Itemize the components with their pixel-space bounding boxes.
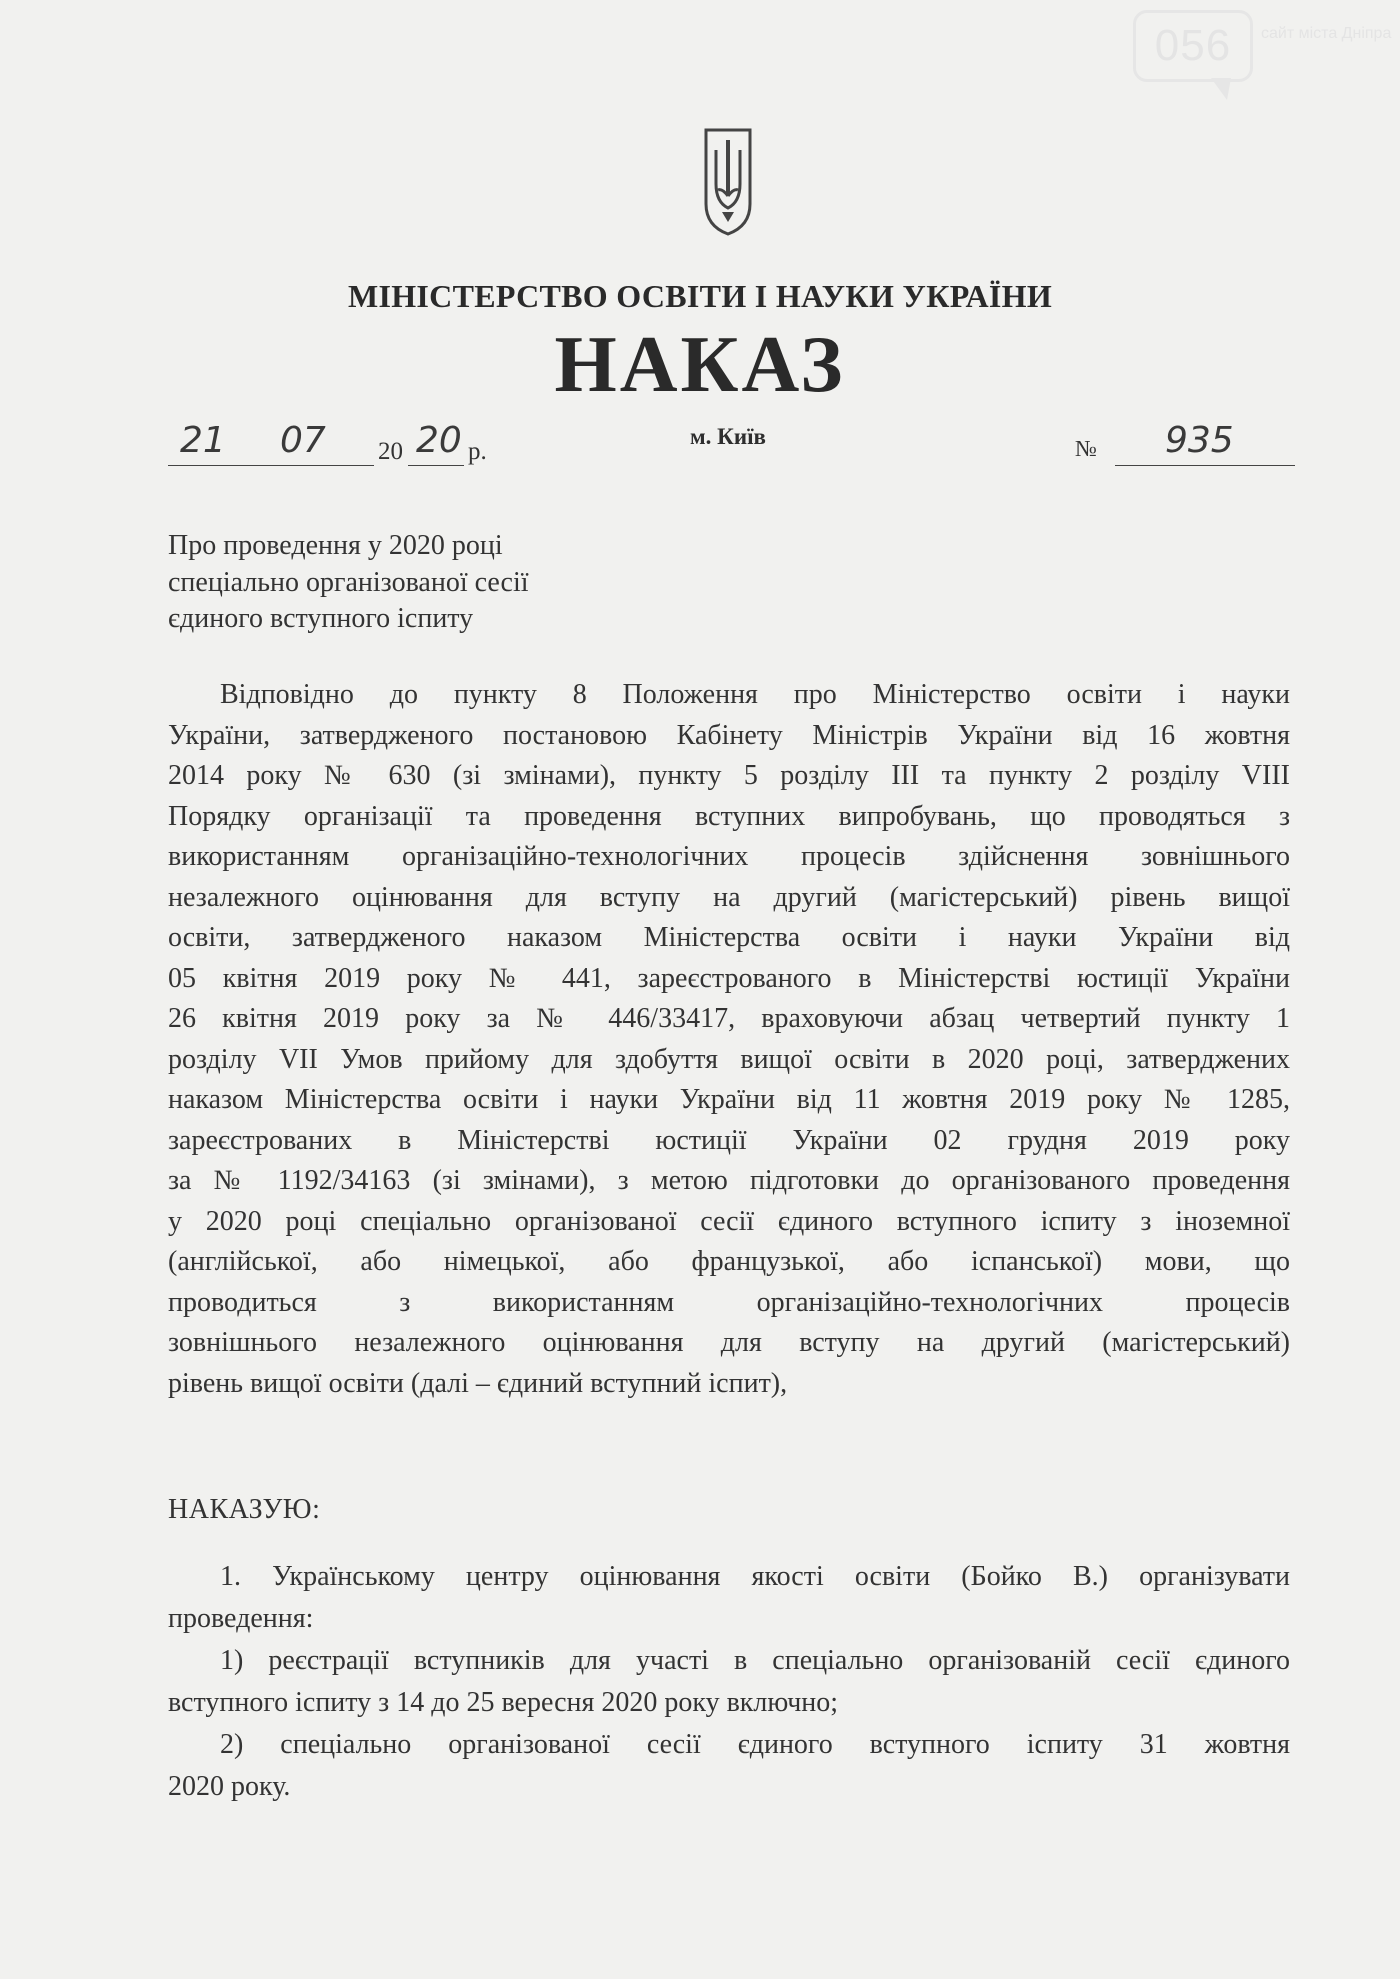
text-line: використанням організаційно-технологічних процесів здійснення зовнішнього: [168, 841, 1290, 872]
text-line: зовнішнього незалежного оцінювання для вступу на другий (магістерський): [168, 1327, 1290, 1358]
date-day: 21: [180, 420, 226, 461]
text-line: України, затвердженого постановою Кабінету Міністрів України від 16 жовтня: [168, 719, 1290, 751]
order-items: [168, 1556, 1290, 1808]
date-century: 20: [378, 438, 403, 465]
text-line: проводиться з використанням організаційно-технологічних процесів: [168, 1286, 1290, 1318]
item-line: проведення:: [168, 1603, 314, 1634]
text-line: у 2020 році спеціально організованої сесії єдиного вступного іспиту з іноземної: [168, 1205, 1290, 1237]
site-watermark: [1133, 10, 1393, 106]
coat-of-arms-icon: [702, 126, 754, 238]
text-line: Порядку організації та проведення вступних випробувань, що проводяться з: [168, 800, 1290, 832]
text-line: (англійської, або німецької, або французької, або іспанської) мови, що: [168, 1246, 1290, 1277]
text-line: 05 квітня 2019 року № 441, зареєстрованого в Міністерстві юстиції України: [168, 962, 1290, 994]
order-date: [168, 420, 508, 470]
city-name: м. Київ: [690, 424, 766, 449]
watermark-badge: 056: [1133, 10, 1253, 82]
text-line: незалежного оцінювання для вступу на другий (магістерський) рівень вищої: [168, 881, 1290, 913]
order-subject: [168, 528, 768, 638]
text-line: рівень вищої освіти (далі – єдиний вступний іспит),: [168, 1367, 788, 1399]
number-sign: №: [1075, 436, 1097, 461]
date-month: 07: [280, 420, 326, 461]
item-line: 1) реєстрації вступників для участі в спеціально організованій сесії єдиного: [220, 1645, 1290, 1676]
item-line: вступного іспиту з 14 до 25 вересня 2020 року включно;: [168, 1687, 839, 1718]
text-line: 2014 року № 630 (зі змінами), пункту 5 розділу III та пункту 2 розділу VIII: [168, 760, 1290, 791]
preamble-paragraph: [168, 675, 1290, 1404]
watermark-site-name: сайт міста Дніпра: [1261, 25, 1392, 42]
watermark-bubble-tail: [1211, 78, 1231, 100]
subject-line: єдиного вступного іспиту: [168, 603, 474, 634]
year-underline: [408, 465, 464, 466]
item-line: 1. Українському центру оцінювання якості освіти (Бойко В.) організувати: [220, 1561, 1290, 1592]
text-line: 26 квітня 2019 року за № 446/33417, враховуючи абзац четвертий пункту 1: [168, 1003, 1290, 1034]
date-underline: [168, 465, 374, 466]
date-year: 20: [416, 420, 462, 461]
document-title: НАКАЗ: [554, 321, 846, 409]
text-line: Відповідно до пункту 8 Положення про Міністерство освіти і науки: [220, 679, 1290, 710]
order-directive-heading: НАКАЗУЮ:: [168, 1494, 321, 1525]
text-line: наказом Міністерства освіти і науки України від 11 жовтня 2019 року № 1285,: [168, 1084, 1290, 1115]
number-underline: [1115, 465, 1295, 466]
item-line: 2) спеціально організованої сесії єдиного вступного іспиту 31 жовтня: [220, 1729, 1290, 1760]
text-line: за № 1192/34163 (зі змінами), з метою підготовки до організованого проведення: [168, 1165, 1290, 1196]
ministry-name: МІНІСТЕРСТВО ОСВІТИ І НАУКИ УКРАЇНИ: [347, 278, 1053, 314]
date-suffix: р.: [468, 438, 487, 465]
item-line: 2020 року.: [168, 1771, 291, 1802]
text-line: зареєстрованих в Міністерстві юстиції України 02 грудня 2019 року: [168, 1124, 1290, 1156]
text-line: розділу VII Умов прийому для здобуття вищої освіти в 2020 році, затверджених: [168, 1043, 1290, 1075]
text-line: освіти, затвердженого наказом Міністерства освіти і науки України від: [168, 922, 1290, 953]
subject-line: спеціально організованої сесії: [168, 566, 529, 598]
number-value: 935: [1165, 420, 1234, 461]
subject-line: Про проведення у 2020 році: [168, 530, 503, 561]
order-number: [1075, 420, 1295, 470]
